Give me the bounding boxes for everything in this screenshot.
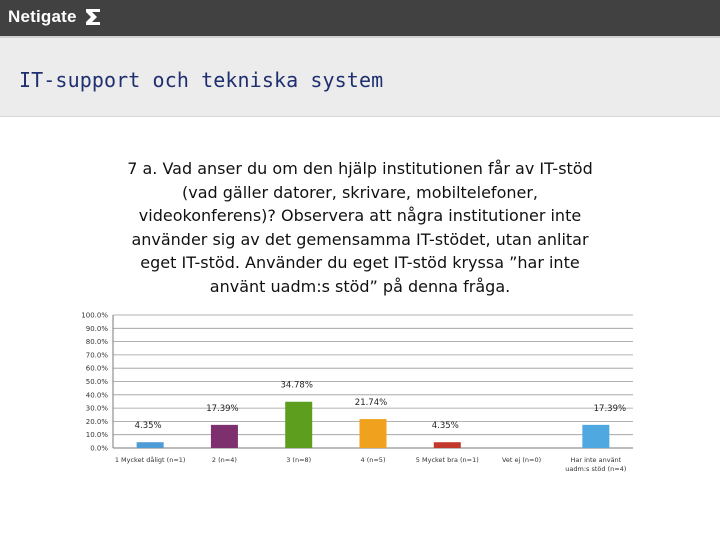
x-tick-label: Vet ej (n=0): [501, 456, 542, 464]
y-tick-label: 70.0%: [85, 351, 108, 360]
data-label: 21.74%: [354, 398, 388, 409]
x-tick-label: 1 Mycket dåligt (n=1): [114, 456, 186, 464]
y-tick-label: 40.0%: [85, 391, 108, 400]
y-tick-label: 60.0%: [85, 364, 108, 373]
y-tick-label: 50.0%: [85, 378, 108, 386]
y-tick-label: 10.0%: [85, 431, 108, 440]
netigate-logo-icon: [86, 9, 100, 25]
x-tick-label: 3 (n=8): [286, 456, 312, 464]
netigate-logo: Netigate: [8, 7, 77, 26]
bar: [211, 425, 238, 448]
data-label: 34.78%: [280, 380, 313, 391]
x-tick-label: Har inte använt: [570, 456, 622, 464]
y-tick-label: 30.0%: [85, 404, 108, 413]
y-tick-label: 90.0%: [85, 324, 108, 333]
bar: [360, 419, 387, 448]
bar: [285, 402, 312, 448]
data-label: 4.35%: [134, 421, 162, 432]
bar: [582, 425, 609, 448]
top-bar: [0, 0, 720, 36]
page-title: IT-support och tekniska system: [19, 68, 384, 92]
y-tick-label: 0.0%: [90, 444, 108, 453]
x-tick-label: uadm:s stöd (n=4): [565, 465, 627, 473]
data-label: 4.35%: [431, 421, 459, 432]
y-tick-label: 100.0%: [81, 311, 108, 320]
x-tick-label: 4 (n=5): [360, 456, 386, 464]
y-tick-label: 80.0%: [85, 338, 108, 347]
bar: [137, 442, 164, 448]
x-tick-label: 5 Mycket bra (n=1): [415, 456, 479, 464]
y-tick-label: 20.0%: [85, 417, 108, 426]
x-tick-label: 2 (n=4): [211, 456, 237, 464]
bar-chart: [0, 300, 720, 490]
data-label: 17.39%: [593, 403, 627, 414]
bar: [434, 442, 461, 448]
data-label: 17.39%: [206, 403, 239, 414]
chart-title: 7 a. Vad anser du om den hjälp institutionen får av IT-stöd (vad gäller datorer, skrivare, mobiltelefoner, videokonferens)? Observera att några institutioner inte använder sig av det gemensamma IT-stödet, utan anlitar eget IT-stöd. Använder du eget IT-stöd kryssa ”har inte använt uadm:s stöd” på denna fråga.: [127, 159, 593, 296]
